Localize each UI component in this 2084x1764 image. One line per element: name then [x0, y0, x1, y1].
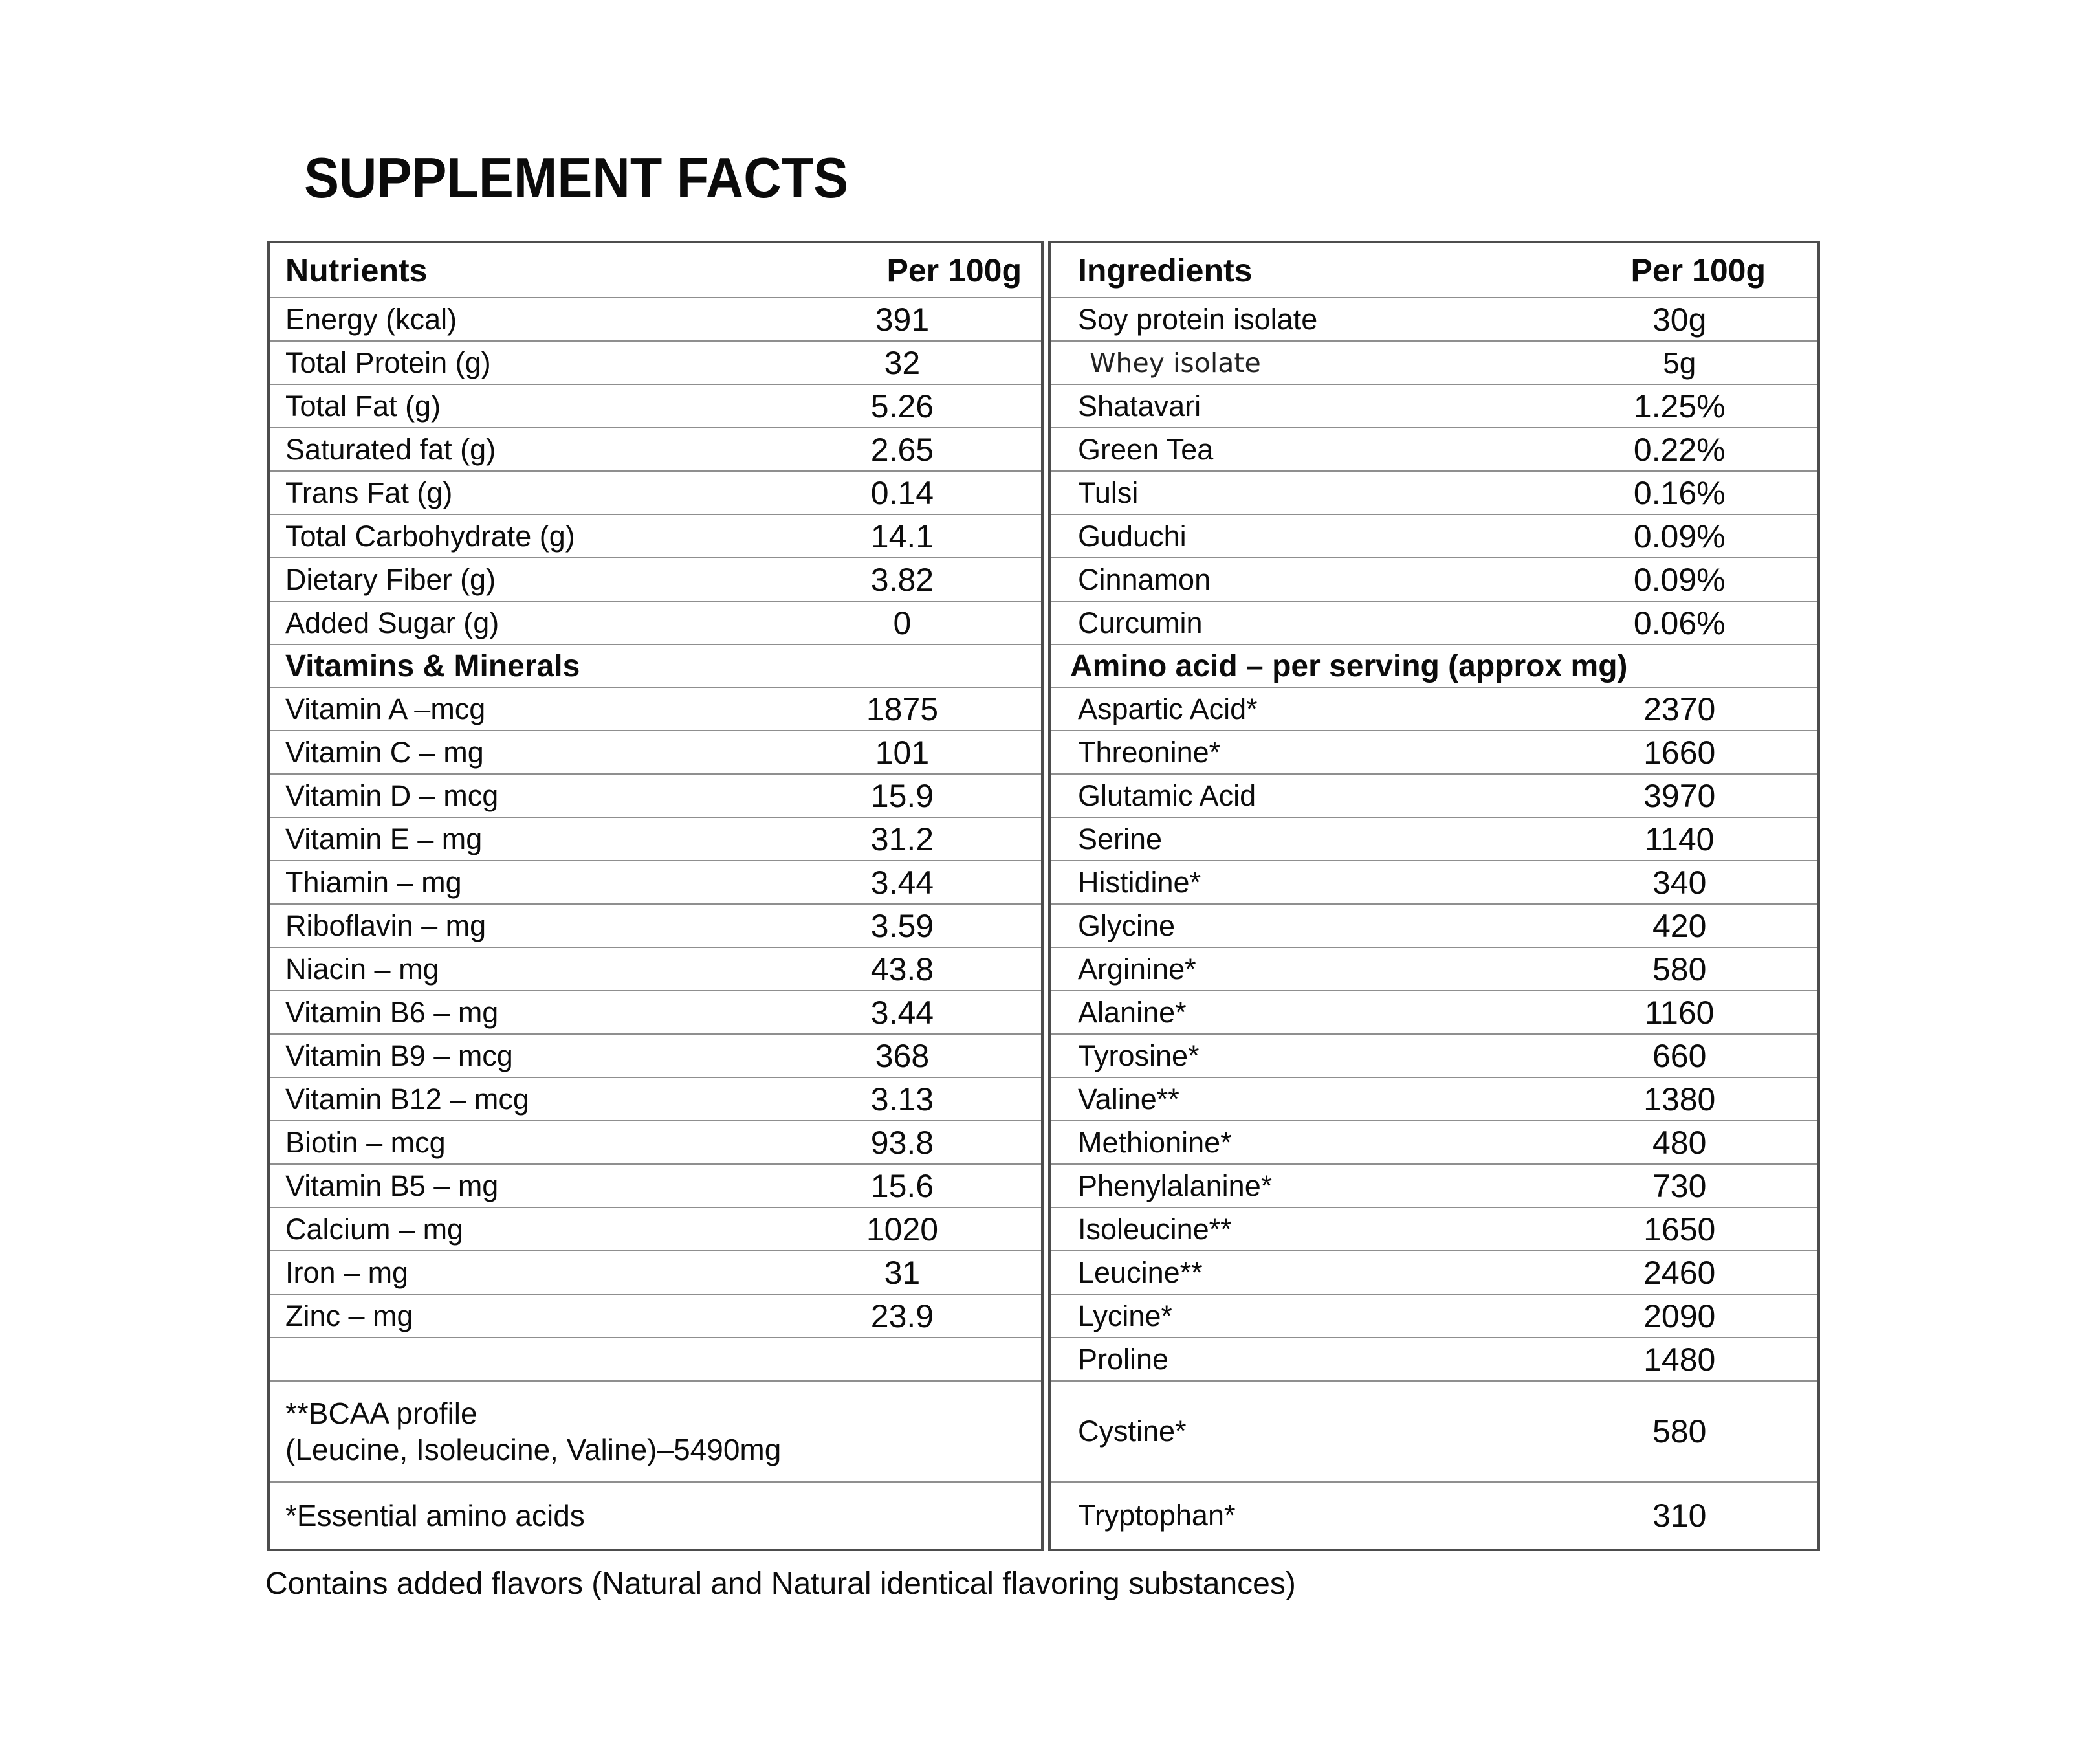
amino-acid-row: [1051, 1077, 1817, 1120]
ingredient-row: [1051, 384, 1817, 427]
amino-acid-value: 310: [1652, 1497, 1707, 1534]
nutrient-label: Iron – mg: [285, 1255, 409, 1289]
ingredient-label: Cinnamon: [1078, 562, 1211, 596]
amino-acid-value: 1140: [1644, 821, 1715, 857]
nutrient-row: [270, 1120, 1041, 1163]
amino-acid-label: Tyrosine*: [1078, 1039, 1200, 1072]
nutrient-row: [270, 1207, 1041, 1250]
amino-acid-value: 1380: [1643, 1081, 1716, 1118]
essential-note: *Essential amino acids: [285, 1498, 585, 1532]
bcaa-note: [270, 1395, 781, 1468]
nutrient-value: 1020: [866, 1211, 939, 1248]
empty-row: [270, 1337, 1041, 1380]
nutrient-value: 3.44: [870, 864, 934, 901]
amino-acid-row: [1051, 1250, 1817, 1294]
amino-acid-row: [1051, 1294, 1817, 1337]
amino-acid-label: Glutamic Acid: [1078, 778, 1256, 812]
nutrient-label: Dietary Fiber (g): [285, 562, 496, 596]
subheader-label: Amino acid – per serving (approx mg): [1070, 648, 1628, 683]
amino-acid-label: Tryptophan*: [1078, 1499, 1236, 1532]
amino-acid-label: Phenylalanine*: [1078, 1169, 1273, 1202]
nutrient-value: 3.59: [870, 907, 934, 944]
amino-acid-label: Isoleucine**: [1078, 1212, 1232, 1246]
nutrient-row: [270, 1033, 1041, 1077]
nutrient-value: 31.2: [870, 821, 934, 857]
amino-acid-value: 1160: [1644, 994, 1715, 1031]
ingredient-value: 0.16%: [1633, 474, 1726, 511]
nutrient-value: 15.9: [870, 777, 934, 814]
ingredient-row: [1051, 557, 1817, 601]
nutrient-row: [270, 903, 1041, 947]
nutrient-row: [270, 340, 1041, 384]
nutrient-value: 5.26: [870, 388, 934, 424]
nutrient-row: [270, 1077, 1041, 1120]
nutrient-value: 32: [884, 344, 921, 381]
nutrient-row: [270, 730, 1041, 773]
amino-acid-value: 1660: [1643, 734, 1716, 771]
nutrient-row: [270, 817, 1041, 860]
nutrient-label: Total Protein (g): [285, 346, 491, 379]
ingredient-value: 0.22%: [1633, 431, 1726, 468]
amino-acid-value: 580: [1652, 951, 1707, 987]
nutrient-label: Calcium – mg: [285, 1212, 464, 1246]
nutrient-value: 3.13: [870, 1081, 934, 1118]
ingredient-value: 30g: [1652, 301, 1707, 338]
nutrient-value: 31: [884, 1254, 921, 1291]
amino-acid-value: 340: [1652, 864, 1707, 901]
ingredient-label: Soy protein isolate: [1078, 302, 1318, 336]
ingredient-row: [1051, 601, 1817, 644]
nutrient-row: [270, 427, 1041, 470]
nutrient-value: 391: [875, 301, 930, 338]
nutrient-value: 1875: [866, 690, 939, 727]
nutrient-label: Zinc – mg: [285, 1299, 413, 1332]
nutrient-label: Vitamin C – mg: [285, 735, 484, 769]
amino-acid-label: Valine**: [1078, 1082, 1179, 1116]
nutrient-label: Vitamin B9 – mcg: [285, 1039, 513, 1072]
nutrient-value: 3.82: [870, 561, 934, 598]
nutrient-label: Vitamin B5 – mg: [285, 1169, 499, 1202]
subheader-label: Vitamins & Minerals: [285, 648, 580, 683]
nutrient-label: Riboflavin – mg: [285, 909, 487, 942]
nutrients-micro-rows: [270, 687, 1041, 1337]
amino-acid-label: Cystine*: [1078, 1415, 1187, 1448]
nutrient-value: 368: [875, 1037, 930, 1074]
nutrient-value: 0.14: [870, 474, 934, 511]
ingredient-label: Green Tea: [1078, 432, 1214, 466]
nutrient-row: [270, 470, 1041, 514]
nutrients-table: [267, 241, 1044, 1551]
amino-acid-label: Histidine*: [1078, 865, 1201, 899]
amino-acid-value: 580: [1652, 1413, 1707, 1450]
amino-acid-label: Alanine*: [1078, 995, 1187, 1029]
nutrient-row: [270, 514, 1041, 557]
amino-acid-rows: [1051, 687, 1817, 1380]
vitamins-minerals-subheader: [270, 644, 1041, 687]
ingredient-row: [1051, 340, 1817, 384]
nutrient-value: 2.65: [870, 431, 934, 468]
amino-acid-row: [1051, 773, 1817, 817]
nutrient-row: [270, 860, 1041, 903]
amino-acid-value: 2370: [1643, 690, 1716, 727]
amino-acid-row: [1051, 687, 1817, 730]
ingredients-header-unit: Per 100g: [1630, 252, 1766, 289]
amino-acid-row: [1051, 860, 1817, 903]
ingredients-header-label: Ingredients: [1078, 252, 1253, 289]
amino-acid-row: [1051, 1033, 1817, 1077]
ingredient-row: [1051, 470, 1817, 514]
amino-acid-row: [1051, 903, 1817, 947]
tryptophan-row: [1051, 1481, 1817, 1549]
amino-acid-label: Lycine*: [1078, 1299, 1172, 1332]
nutrient-label: Total Fat (g): [285, 389, 441, 423]
ingredient-label: Whey isolate: [1090, 347, 1261, 379]
ingredient-value: 0.06%: [1633, 604, 1726, 641]
nutrient-value: 0: [893, 604, 912, 641]
amino-acid-label: Glycine: [1078, 909, 1176, 942]
nutrient-label: Total Carbohydrate (g): [285, 519, 575, 553]
amino-acid-label: Leucine**: [1078, 1255, 1203, 1289]
amino-acid-value: 660: [1652, 1037, 1707, 1074]
nutrients-macro-rows: [270, 297, 1041, 644]
nutrient-row: [270, 1163, 1041, 1207]
ingredient-row: [1051, 297, 1817, 340]
nutrient-label: Trans Fat (g): [285, 476, 453, 509]
amino-acid-label: Serine: [1078, 822, 1163, 855]
amino-acid-row: [1051, 990, 1817, 1033]
nutrient-label: Thiamin – mg: [285, 865, 462, 899]
nutrient-value: 43.8: [870, 951, 934, 987]
cystine-row: [1051, 1380, 1817, 1481]
nutrients-header-row: [270, 243, 1041, 297]
ingredient-row: [1051, 514, 1817, 557]
amino-acid-label: Proline: [1078, 1342, 1169, 1376]
essential-note-row: [270, 1481, 1041, 1549]
nutrients-header-label: Nutrients: [285, 252, 428, 289]
amino-acid-value: 730: [1652, 1167, 1707, 1204]
nutrient-row: [270, 687, 1041, 730]
ingredient-label: Tulsi: [1078, 476, 1139, 509]
amino-acid-row: [1051, 1337, 1817, 1380]
amino-acid-value: 480: [1652, 1124, 1707, 1161]
ingredient-value: 5g: [1663, 346, 1696, 380]
nutrient-value: 14.1: [870, 518, 934, 555]
bcaa-note-line2: (Leucine, Isoleucine, Valine)–5490mg: [285, 1433, 782, 1466]
ingredient-value: 0.09%: [1633, 518, 1726, 555]
ingredient-label: Curcumin: [1078, 606, 1203, 639]
nutrient-label: Vitamin B6 – mg: [285, 995, 499, 1029]
amino-acid-value: 2460: [1643, 1254, 1716, 1291]
amino-acid-row: [1051, 947, 1817, 990]
nutrient-label: Saturated fat (g): [285, 432, 496, 466]
amino-acid-value: 1480: [1643, 1341, 1716, 1378]
amino-acid-label: Aspartic Acid*: [1078, 692, 1258, 725]
ingredients-header-row: [1051, 243, 1817, 297]
footer-note: Contains added flavors (Natural and Natural identical flavoring substances): [265, 1567, 1296, 1601]
nutrient-label: Vitamin D – mcg: [285, 778, 499, 812]
amino-acid-row: [1051, 1207, 1817, 1250]
amino-acid-subheader: [1051, 644, 1817, 687]
nutrient-value: 93.8: [870, 1124, 934, 1161]
amino-acid-row: [1051, 1163, 1817, 1207]
amino-acid-label: Arginine*: [1078, 952, 1196, 986]
amino-acid-label: Threonine*: [1078, 735, 1221, 769]
bcaa-note-row: [270, 1380, 1041, 1481]
nutrient-value: 101: [875, 734, 930, 771]
ingredient-value: 0.09%: [1633, 561, 1726, 598]
nutrient-row: [270, 773, 1041, 817]
amino-acid-value: 420: [1652, 907, 1707, 944]
amino-acid-value: 1650: [1643, 1211, 1716, 1248]
nutrient-row: [270, 297, 1041, 340]
nutrient-row: [270, 1294, 1041, 1337]
nutrient-value: 23.9: [870, 1297, 934, 1334]
ingredient-rows: [1051, 297, 1817, 644]
ingredient-value: 1.25%: [1633, 388, 1726, 424]
nutrient-label: Vitamin B12 – mcg: [285, 1082, 529, 1116]
nutrient-label: Vitamin E – mg: [285, 822, 483, 855]
ingredient-label: Shatavari: [1078, 389, 1201, 423]
nutrient-row: [270, 1250, 1041, 1294]
amino-acid-label: Methionine*: [1078, 1125, 1232, 1159]
bcaa-note-line1: **BCAA profile: [285, 1396, 477, 1430]
amino-acid-row: [1051, 817, 1817, 860]
nutrient-row: [270, 601, 1041, 644]
nutrient-label: Vitamin A –mcg: [285, 692, 486, 725]
ingredients-table: [1048, 241, 1820, 1551]
nutrient-value: 15.6: [870, 1167, 934, 1204]
nutrient-value: 3.44: [870, 994, 934, 1031]
nutrient-label: Energy (kcal): [285, 302, 457, 336]
ingredient-row: [1051, 427, 1817, 470]
page-title: SUPPLEMENT FACTS: [304, 146, 849, 210]
nutrient-label: Added Sugar (g): [285, 606, 499, 639]
ingredient-label: Guduchi: [1078, 519, 1187, 553]
nutrient-label: Biotin – mcg: [285, 1125, 446, 1159]
nutrients-header-unit: Per 100g: [886, 252, 1022, 289]
nutrient-row: [270, 990, 1041, 1033]
nutrient-row: [270, 557, 1041, 601]
amino-acid-value: 3970: [1643, 777, 1716, 814]
nutrient-label: Niacin – mg: [285, 952, 439, 986]
amino-acid-row: [1051, 730, 1817, 773]
nutrient-row: [270, 947, 1041, 990]
amino-acid-value: 2090: [1643, 1297, 1716, 1334]
nutrient-row: [270, 384, 1041, 427]
amino-acid-row: [1051, 1120, 1817, 1163]
